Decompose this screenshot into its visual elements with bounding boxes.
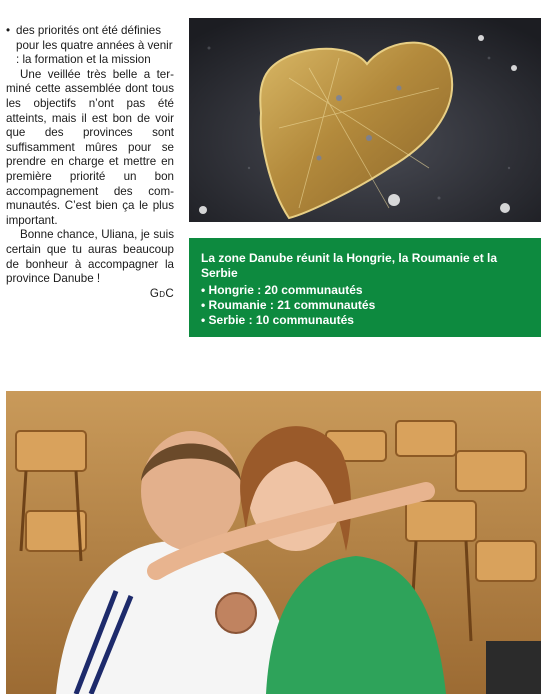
- community-list: [201, 283, 529, 328]
- bullet-icon: •: [6, 24, 11, 37]
- heart-cloth-photo: [189, 18, 541, 222]
- bullet-item: [6, 24, 174, 68]
- bullet-text: des priorités ont été définies pour les quatre années à venir : la formation et la mission: [16, 24, 173, 67]
- infobox-title: La zone Danube réunit la Hongrie, la Roumanie et la Serbie: [201, 251, 498, 280]
- people-embracing-photo: [6, 391, 541, 694]
- list-item: • Roumanie : 21 communautés: [201, 298, 529, 313]
- list-item: • Serbie : 10 communautés: [201, 313, 529, 328]
- paragraph-2: Bonne chance, Uliana, je suis certain que tu auras beaucoup de bonheur à accompagner la province Danube !: [6, 228, 174, 286]
- signature: GdC: [149, 286, 174, 300]
- paragraph-1: Une veillée très belle a terminé cette assemblée dont tous les objectifs n’ont pas été atteints, mais il est bon de voir que des provinces sont suffisamment mûres pour se prendre en charge et mettre en première priorité un bon accompagnement des communautés. C’est bien ça le plus important.: [6, 67, 174, 227]
- list-item: • Hongrie : 20 communautés: [201, 283, 529, 298]
- article-text-column: [6, 24, 174, 301]
- zone-info-box: [189, 238, 541, 337]
